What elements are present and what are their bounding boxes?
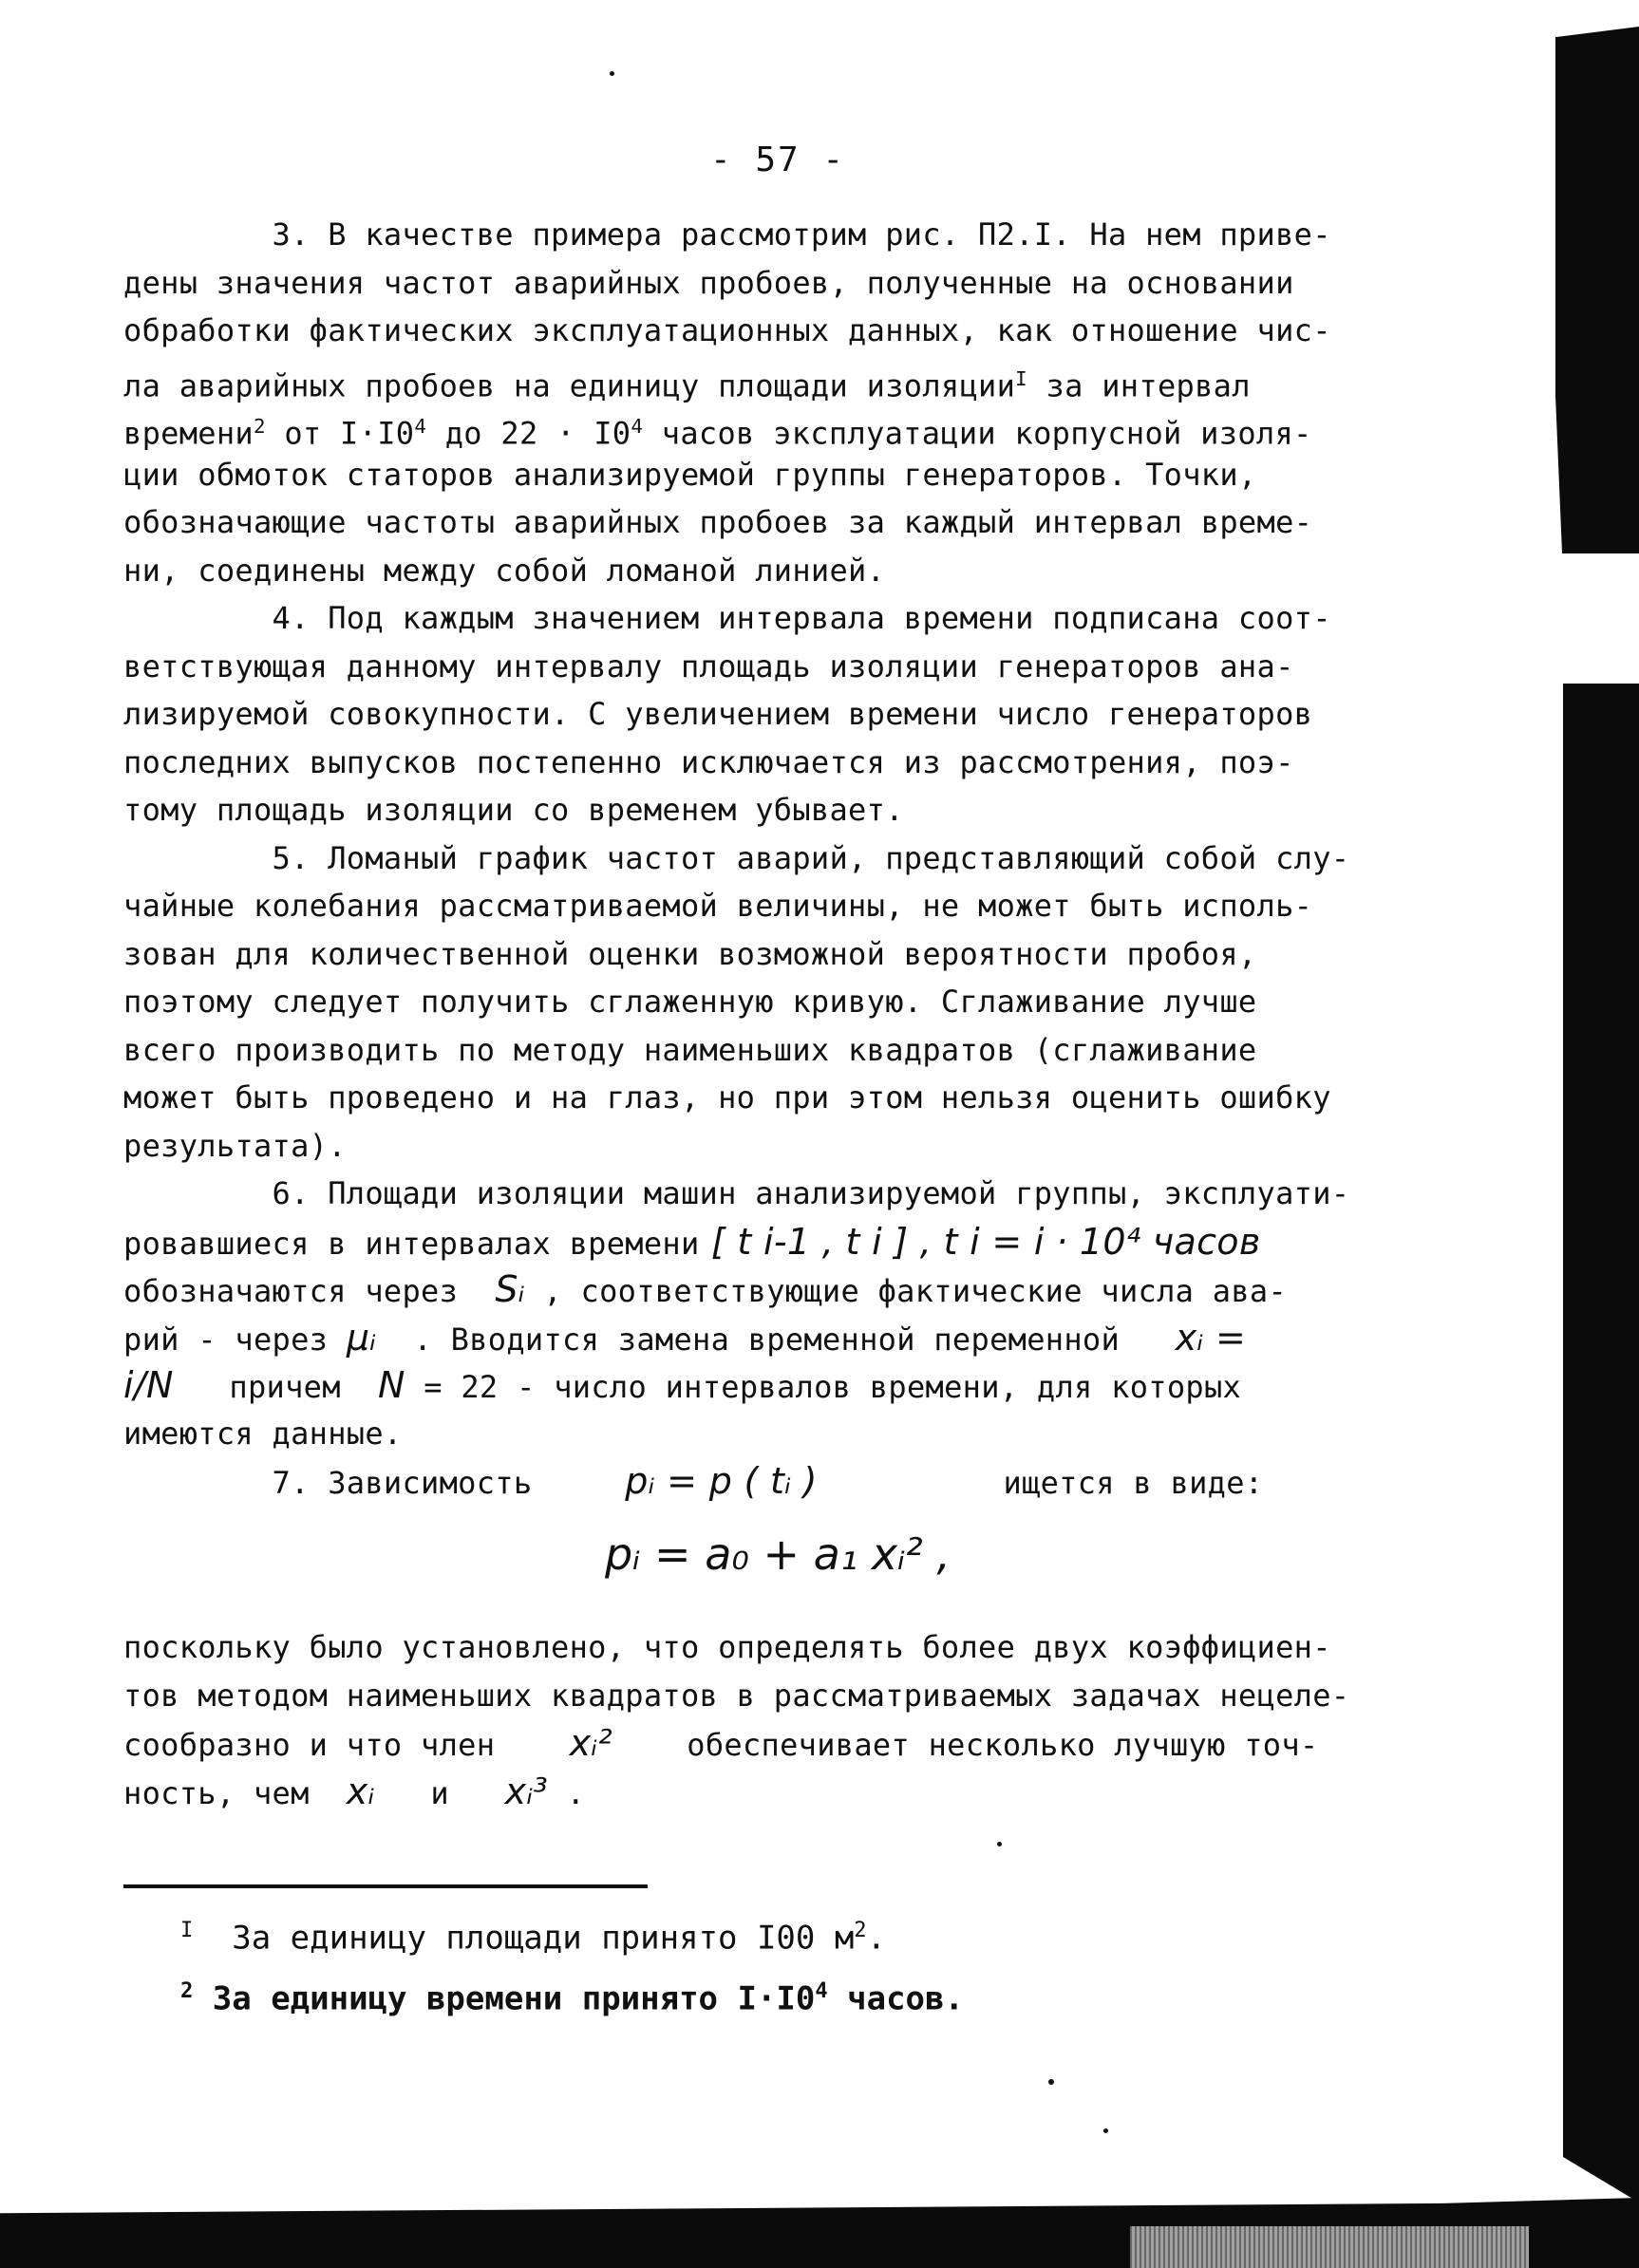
text-fragment: ла аварийных пробоев на единицу площади изоляции (123, 367, 1016, 404)
math-x-i-eq: xᵢ = (1175, 1316, 1247, 1359)
scan-noise-strip (1130, 2226, 1529, 2268)
text-fragment: за интервал (1027, 367, 1251, 404)
text-fragment: = 22 - число интервалов времени, для которых (405, 1369, 1242, 1405)
text-line: тому площадь изоляции со временем убывает. (123, 792, 904, 828)
text-line: всего производить по методу наименьших квадратов (сглаживание (123, 1031, 1257, 1068)
math-s-i: Sᵢ (495, 1268, 525, 1310)
math-x-i-squared: xᵢ² (569, 1722, 612, 1764)
text-line: ни, соединены между собой ломаной линией. (123, 552, 886, 589)
text-line: зован для количественной оценки возможной вероятности пробоя, (123, 935, 1257, 972)
text-line: может быть проведено и на глаз, но при этом нельзя оценить ошибку (123, 1079, 1331, 1115)
text-fragment: ищется в виде: (1003, 1465, 1264, 1501)
text-line: обозначающие частоты аварийных пробоев за каждый интервал време- (123, 504, 1313, 540)
superscript: 4 (414, 415, 427, 438)
page-number: - 57 - (709, 141, 846, 179)
footnote-2 (180, 1964, 964, 2025)
math-n: N (377, 1364, 405, 1406)
text-fragment: обозначаются через (123, 1273, 459, 1309)
math-interval: [ t i-1 , t i ] , t i = i · 10⁴ часов (699, 1220, 1261, 1263)
math-p-i-definition: pᵢ = p ( tᵢ ) (625, 1460, 818, 1502)
math-mu-i: μᵢ (346, 1316, 377, 1359)
text-fragment: часов эксплуатации корпусной изоля- (643, 415, 1312, 452)
math-x-i: xᵢ (346, 1770, 375, 1812)
display-formula (0, 1528, 1555, 1595)
scan-border-right-top (1555, 27, 1639, 553)
superscript: 4 (815, 1978, 828, 2004)
text-fragment: ровавшиеся в интервалах времени (123, 1225, 700, 1262)
text-line: поэтому следует получить сглаженную кривую. Сглаживание лучше (123, 984, 1257, 1020)
text-line: 5. Ломаный график частот аварий, представляющий собой слу- (123, 839, 1350, 876)
text-fragment: 7. Зависимость (123, 1465, 533, 1501)
text-line (123, 355, 1377, 403)
text-line: чайные колебания рассматриваемой величины, не может быть исполь- (123, 888, 1313, 924)
text-line: дены значения частот аварийных пробоев, полученные на основании (123, 264, 1294, 301)
text-fragment: сообразно и что член (123, 1727, 496, 1763)
scan-speck (997, 1842, 1002, 1846)
footnote-1: $^I$ За единицу площади принято I00 $м^2$. (180, 1918, 887, 1958)
text-fragment: ность, чем (123, 1774, 310, 1811)
formula-p-i: pᵢ = a₀ + a₁ xᵢ² , (604, 1528, 951, 1580)
scan-speck (1103, 2128, 1108, 2133)
text-line (123, 1719, 1377, 1768)
text-line: тов методом наименьших квадратов в рассматриваемых задачах нецеле- (123, 1677, 1350, 1714)
body-text (123, 211, 1377, 1506)
math-x-i-cubed: xᵢ³ (504, 1770, 549, 1812)
text-fragment: , соответствующие фактические числа ава- (524, 1273, 1288, 1309)
text-fragment: обеспечивает несколько лучшую точ- (687, 1727, 1319, 1763)
footnote-ref-2: 2 (253, 415, 266, 438)
scan-speck (1048, 2079, 1054, 2085)
text-line (123, 403, 1377, 451)
footnote-mark-1: I (180, 1918, 194, 1942)
footnote-text: За единицу времени принято I·I0 (212, 1979, 816, 2018)
footnote-divider (123, 1884, 648, 1888)
text-line: последних выпусков постепенно исключается из рассмотрения, поэ- (123, 743, 1294, 780)
footnote-text: За единицу площади принято I00 м (232, 1919, 855, 1958)
text-line: 4. Под каждым значением интервала времени подписана соот- (123, 600, 1331, 636)
text-fragment: рий - через (123, 1321, 329, 1358)
text-fragment: времени (123, 415, 254, 452)
text-line: ции обмоток статоров анализируемой группы генераторов. Точки, (123, 456, 1257, 493)
text-fragment: от I·I0 (265, 415, 415, 452)
text-line (123, 1361, 1377, 1410)
text-line: поскольку было установлено, что определять более двух коэффициен- (123, 1629, 1331, 1665)
text-line: 3. В качестве примера рассмотрим рис. П2.I. На нем приве- (123, 216, 1331, 253)
footnote-mark-2: 2 (180, 1978, 194, 2004)
body-text-after-formula (123, 1623, 1377, 1815)
superscript: 4 (631, 415, 644, 438)
text-line: обработки фактических эксплуатационных данных, как отношение чис- (123, 312, 1331, 348)
math-i-over-n: i/N (123, 1364, 174, 1406)
text-line: ность, чем xᵢ и xᵢ³ . (123, 1770, 586, 1812)
superscript: 2 (854, 1918, 867, 1942)
text-line: 6. Площади изоляции машин анализируемой группы, эксплуати- (123, 1175, 1350, 1211)
footnote-text: часов. (827, 1979, 964, 2018)
scan-speck (610, 71, 614, 76)
footnote-ref-1: I (1015, 366, 1027, 390)
scan-border-right-bottom (1563, 684, 1639, 2202)
text-line: имеются данные. (123, 1415, 403, 1452)
text-line: ветствующая данному интервалу площадь изоляции генераторов ана- (123, 647, 1294, 684)
text-line (123, 1457, 1377, 1506)
text-line (123, 1265, 1377, 1314)
text-line (123, 1314, 1377, 1362)
text-fragment: до 22 · I0 (426, 415, 631, 452)
text-fragment: и (430, 1774, 449, 1811)
footnotes (180, 1903, 964, 2026)
text-fragment: . Вводится замена временной переменной (413, 1321, 1121, 1358)
text-fragment: причем (229, 1369, 341, 1405)
text-line (123, 1218, 1377, 1266)
text-line: результата). (123, 1127, 347, 1164)
text-line: лизируемой совокупности. С увеличением времени число генераторов (123, 696, 1313, 732)
